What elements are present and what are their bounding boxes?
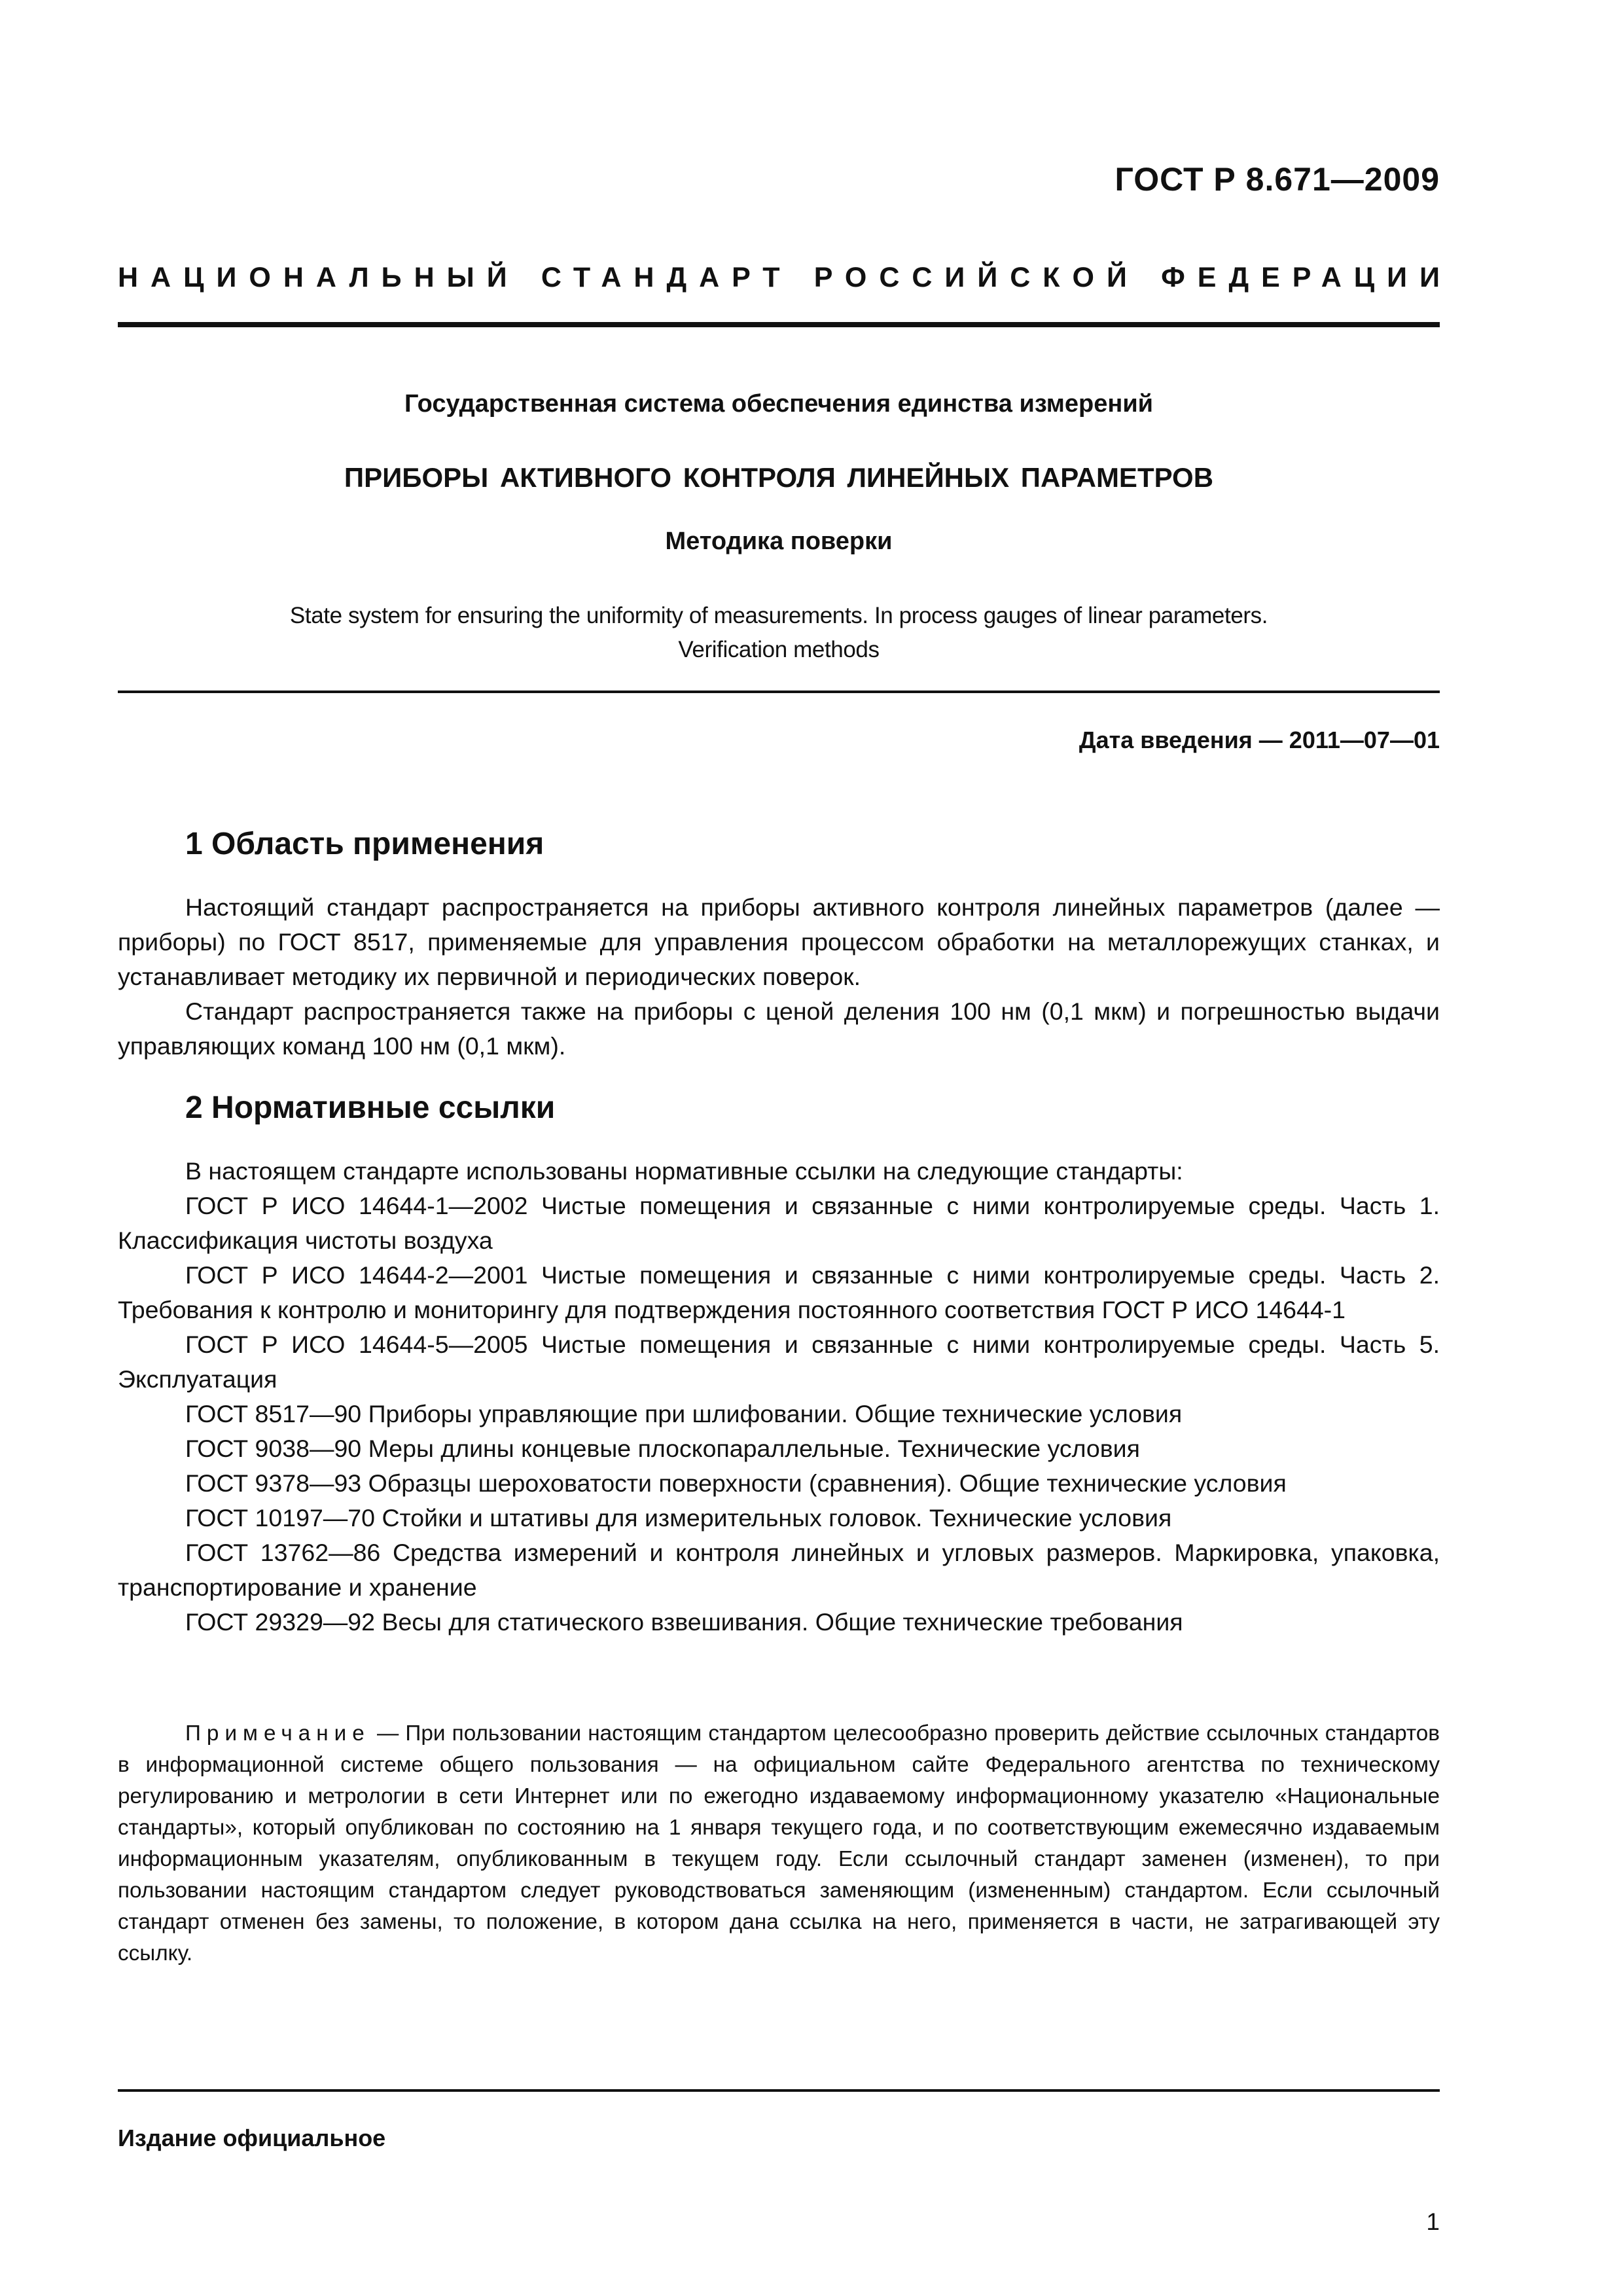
reference-item: ГОСТ 9378—93 Образцы шероховатости поверхности (сравнения). Общие технические условия: [185, 1469, 1287, 1497]
paragraph: Настоящий стандарт распространяется на приборы активного контроля линейных параметров (далее — приборы) по ГОСТ 8517, применяемые для управления процессом обработки на металлорежущих станках, и устанавливает методику их первичной и периодических поверок.: [118, 893, 1440, 990]
banner-word: НАЦИОНАЛЬНЫЙ: [118, 262, 520, 293]
paragraph: В настоящем стандарте использованы нормативные ссылки на следующие стандарты:: [185, 1157, 1183, 1185]
section-2-heading: 2 Нормативные ссылки: [185, 1090, 556, 1125]
reference-item: ГОСТ Р ИСО 14644-1—2002 Чистые помещения и связанные с ними контролируемые среды. Часть 1. Классификация чистоты воздуха: [118, 1192, 1440, 1254]
introduction-date: Дата введения — 2011—07—01: [1079, 726, 1440, 753]
english-title: [118, 599, 1440, 667]
title-divider: [118, 691, 1440, 693]
banner-word: СТАНДАРТ: [541, 262, 793, 293]
note-text: — При пользовании настоящим стандартом целесообразно проверить действие ссылочных стандартов в информационной системе общего пользования — на официальном сайте Федерального агентства по техническому регулированию и метрологии в сети Интернет или по ежегодно издаваемому информационному указателю «Национальные стандарты», который опубликован по состоянию на 1 января текущего года, и по соответствующим ежемесячно издаваемым информационным указателям, опубликованным в текущем году. Если ссылочный стандарт заменен (изменен), то при пользовании настоящим стандартом следует руководствоваться заменяющим (измененным) стандартом. Если ссылочный стандарт отменен без замены, то положение, в котором дана ссылка на него, применяется в части, не затрагивающей эту ссылку.: [118, 1721, 1440, 1965]
national-standard-banner: [118, 262, 1452, 294]
note-block: [118, 1718, 1440, 1969]
banner-word: ФЕДЕРАЦИИ: [1161, 262, 1452, 293]
reference-item: ГОСТ Р ИСО 14644-5—2005 Чистые помещения и связанные с ними контролируемые среды. Часть 5. Эксплуатация: [118, 1331, 1440, 1393]
document-number: ГОСТ Р 8.671—2009: [1115, 161, 1440, 198]
paragraph: Стандарт распространяется также на приборы с ценой деления 100 нм (0,1 мкм) и погрешностью выдачи управляющих команд 100 нм (0,1 мкм).: [118, 997, 1440, 1060]
system-title: Государственная система обеспечения единства измерений: [404, 390, 1154, 418]
section-1-heading: 1 Область применения: [185, 827, 544, 861]
subtitle: Методика поверки: [665, 528, 893, 555]
reference-item: ГОСТ 9038—90 Меры длины концевые плоскопараллельные. Технические условия: [185, 1435, 1140, 1462]
page-number: 1: [1426, 2208, 1440, 2235]
reference-item: ГОСТ 8517—90 Приборы управляющие при шлифовании. Общие технические условия: [185, 1400, 1183, 1427]
edition-label: Издание официальное: [118, 2125, 386, 2151]
banner-word: РОССИЙСКОЙ: [813, 262, 1139, 293]
reference-item: ГОСТ 10197—70 Стойки и штативы для измерительных головок. Технические условия: [185, 1504, 1172, 1532]
main-title: ПРИБОРЫ АКТИВНОГО КОНТРОЛЯ ЛИНЕЙНЫХ ПАРАМЕТРОВ: [344, 462, 1214, 493]
section-2-body: [118, 1154, 1440, 1640]
reference-item: ГОСТ 29329—92 Весы для статического взвешивания. Общие технические требования: [185, 1608, 1183, 1636]
note-label: Примечание: [185, 1721, 370, 1746]
english-title-line: Verification methods: [678, 637, 880, 662]
english-title-line: State system for ensuring the uniformity of measurements. In process gauges of linear parameters.: [289, 603, 1268, 628]
header-divider: [118, 322, 1440, 327]
reference-item: ГОСТ Р ИСО 14644-2—2001 Чистые помещения и связанные с ними контролируемые среды. Часть 2. Требования к контролю и мониторингу для подтверждения постоянного соответствия ГОСТ Р ИСО 14644-1: [118, 1261, 1440, 1323]
section-1-body: [118, 890, 1440, 1064]
reference-item: ГОСТ 13762—86 Средства измерений и контроля линейных и угловых размеров. Маркировка, упаковка, транспортирование и хранение: [118, 1539, 1440, 1601]
footer-divider: [118, 2089, 1440, 2092]
